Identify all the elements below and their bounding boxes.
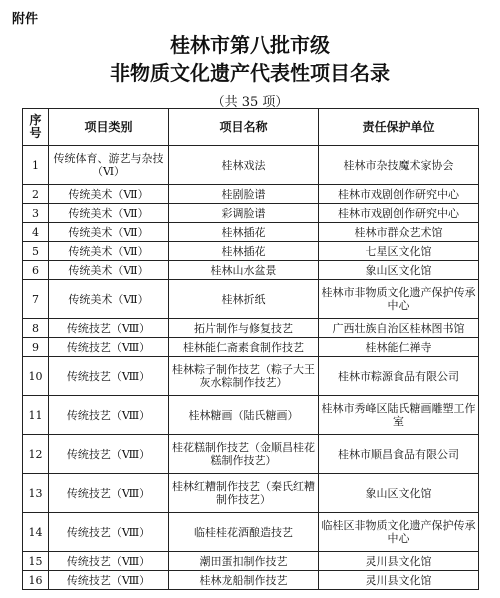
cell-seq: 6 [23,261,49,280]
header-category: 项目类别 [49,109,169,146]
cell-category: 传统美术（Ⅶ） [49,280,169,319]
heritage-table [22,108,479,590]
table-row [23,357,479,396]
cell-category: 传统技艺（Ⅷ） [49,552,169,571]
cell-unit: 桂林市戏剧创作研究中心 [319,185,479,204]
cell-seq: 10 [23,357,49,396]
cell-name: 潮田蛋扣制作技艺 [169,552,319,571]
cell-category: 传统美术（Ⅶ） [49,242,169,261]
cell-unit: 临桂区非物质文化遗产保护传承中心 [319,513,479,552]
table-row [23,204,479,223]
cell-category: 传统美术（Ⅶ） [49,223,169,242]
item-count: （共 35 项） [211,95,289,110]
cell-seq: 5 [23,242,49,261]
cell-seq: 11 [23,396,49,435]
table-row [23,435,479,474]
cell-name: 临桂桂花酒酿造技艺 [169,513,319,552]
header-name: 项目名称 [169,109,319,146]
table-row [23,146,479,185]
table-row [23,338,479,357]
cell-category: 传统美术（Ⅶ） [49,261,169,280]
cell-category: 传统美术（Ⅶ） [49,204,169,223]
cell-name: 桂剧脸谱 [169,185,319,204]
cell-category: 传统技艺（Ⅷ） [49,319,169,338]
table-header-row [23,109,479,146]
cell-category: 传统技艺（Ⅷ） [49,474,169,513]
cell-category: 传统美术（Ⅶ） [49,185,169,204]
cell-name: 桂林红糟制作技艺（秦氏红糟制作技艺） [169,474,319,513]
cell-unit: 桂林市非物质文化遗产保护传承中心 [319,280,479,319]
cell-unit: 桂林市戏剧创作研究中心 [319,204,479,223]
cell-category: 传统技艺（Ⅷ） [49,357,169,396]
table-row [23,185,479,204]
cell-seq: 2 [23,185,49,204]
header-seq: 序号 [23,109,49,146]
cell-unit: 灵川县文化馆 [319,552,479,571]
attachment-label: 附件 [12,12,39,27]
cell-name: 桂林龙船制作技艺 [169,571,319,590]
page-title-line1: 桂林市第八批市级 [170,33,330,57]
cell-unit: 桂林市顺昌食品有限公司 [319,435,479,474]
table-row [23,396,479,435]
cell-seq: 14 [23,513,49,552]
cell-unit: 桂林市粽源食品有限公司 [319,357,479,396]
cell-name: 彩调脸谱 [169,204,319,223]
table-row [23,280,479,319]
cell-category: 传统技艺（Ⅷ） [49,338,169,357]
cell-name: 桂林插花 [169,223,319,242]
cell-name: 桂花糕制作技艺（金顺昌桂花糕制作技艺） [169,435,319,474]
cell-name: 桂林能仁斋素食制作技艺 [169,338,319,357]
cell-unit: 灵川县文化馆 [319,571,479,590]
cell-category: 传统技艺（Ⅷ） [49,513,169,552]
cell-seq: 4 [23,223,49,242]
table-row [23,571,479,590]
table-row [23,319,479,338]
cell-name: 桂林戏法 [169,146,319,185]
cell-unit: 桂林能仁禅寺 [319,338,479,357]
cell-unit: 象山区文化馆 [319,474,479,513]
table-row [23,474,479,513]
cell-name: 桂林折纸 [169,280,319,319]
cell-name: 桂林山水盆景 [169,261,319,280]
cell-unit: 桂林市群众艺术馆 [319,223,479,242]
cell-name: 拓片制作与修复技艺 [169,319,319,338]
cell-unit: 广西壮族自治区桂林图书馆 [319,319,479,338]
cell-seq: 13 [23,474,49,513]
cell-seq: 3 [23,204,49,223]
cell-seq: 8 [23,319,49,338]
table-row [23,242,479,261]
cell-seq: 12 [23,435,49,474]
header-unit: 责任保护单位 [319,109,479,146]
table-row [23,552,479,571]
cell-seq: 7 [23,280,49,319]
cell-unit: 象山区文化馆 [319,261,479,280]
cell-seq: 16 [23,571,49,590]
table-row [23,223,479,242]
cell-category: 传统技艺（Ⅷ） [49,435,169,474]
cell-seq: 1 [23,146,49,185]
page-title-line2: 非物质文化遗产代表性项目名录 [110,61,390,85]
cell-unit: 七星区文化馆 [319,242,479,261]
cell-unit: 桂林市杂技魔术家协会 [319,146,479,185]
cell-unit: 桂林市秀峰区陆氏糖画雕塑工作室 [319,396,479,435]
table-row [23,513,479,552]
cell-seq: 15 [23,552,49,571]
cell-category: 传统体育、游艺与杂技（Ⅵ） [49,146,169,185]
table-row [23,261,479,280]
cell-name: 桂林插花 [169,242,319,261]
cell-name: 桂林糖画（陆氏糖画） [169,396,319,435]
cell-seq: 9 [23,338,49,357]
cell-category: 传统技艺（Ⅷ） [49,571,169,590]
cell-category: 传统技艺（Ⅷ） [49,396,169,435]
cell-name: 桂林粽子制作技艺（粽子大王灰水粽制作技艺） [169,357,319,396]
